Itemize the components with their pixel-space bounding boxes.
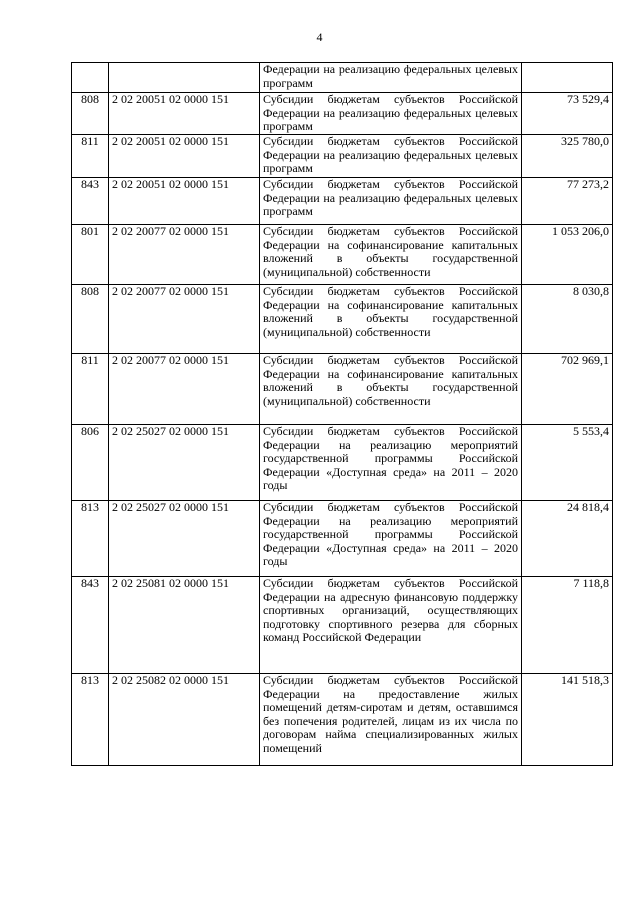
description-cell: Федерации на реализацию федеральных целевых программ <box>260 63 522 93</box>
admin-code-cell <box>72 63 109 93</box>
description-cell: Субсидии бюджетам субъектов Российской Федерации на адресную финансовую поддержку спортивных организаций, осуществляющих подготовку спортивного резерва для сборных команд Российской Федерации <box>260 577 522 674</box>
admin-code-cell: 808 <box>72 285 109 354</box>
table-row <box>72 135 613 178</box>
kbk-cell: 2 02 25081 02 0000 151 <box>109 577 260 674</box>
kbk-cell: 2 02 20077 02 0000 151 <box>109 225 260 285</box>
description-cell: Субсидии бюджетам субъектов Российской Федерации на предоставление жилых помещений детям-сиротам и детям, оставшимся без попечения родителей, лицам из их числа по договорам найма специализированных жилых помещений <box>260 674 522 766</box>
admin-code-cell: 843 <box>72 577 109 674</box>
admin-code-cell: 811 <box>72 135 109 178</box>
description-cell: Субсидии бюджетам субъектов Российской Федерации на софинансирование капитальных вложений в объекты государственной (муниципальной) собственности <box>260 354 522 425</box>
description-cell: Субсидии бюджетам субъектов Российской Федерации на реализацию федеральных целевых программ <box>260 178 522 225</box>
amount-cell: 73 529,4 <box>522 93 613 135</box>
amount-cell: 5 553,4 <box>522 425 613 501</box>
table-row <box>72 178 613 225</box>
kbk-cell: 2 02 25027 02 0000 151 <box>109 425 260 501</box>
amount-cell: 24 818,4 <box>522 501 613 577</box>
kbk-cell: 2 02 25027 02 0000 151 <box>109 501 260 577</box>
table-row <box>72 425 613 501</box>
amount-cell: 141 518,3 <box>522 674 613 766</box>
admin-code-cell: 813 <box>72 674 109 766</box>
admin-code-cell: 811 <box>72 354 109 425</box>
kbk-cell <box>109 63 260 93</box>
amount-cell: 325 780,0 <box>522 135 613 178</box>
table-row <box>72 93 613 135</box>
budget-table <box>71 62 613 766</box>
admin-code-cell: 801 <box>72 225 109 285</box>
table-row <box>72 63 613 93</box>
kbk-cell: 2 02 20077 02 0000 151 <box>109 285 260 354</box>
table-row <box>72 225 613 285</box>
kbk-cell: 2 02 25082 02 0000 151 <box>109 674 260 766</box>
table-row <box>72 674 613 766</box>
description-cell: Субсидии бюджетам субъектов Российской Федерации на софинансирование капитальных вложений в объекты государственной (муниципальной) собственности <box>260 285 522 354</box>
description-cell: Субсидии бюджетам субъектов Российской Федерации на реализацию федеральных целевых программ <box>260 135 522 178</box>
kbk-cell: 2 02 20077 02 0000 151 <box>109 354 260 425</box>
amount-cell: 702 969,1 <box>522 354 613 425</box>
admin-code-cell: 806 <box>72 425 109 501</box>
table-row <box>72 501 613 577</box>
amount-cell: 7 118,8 <box>522 577 613 674</box>
description-cell: Субсидии бюджетам субъектов Российской Федерации на реализацию мероприятий государственной программы Российской Федерации «Доступная среда» на 2011 – 2020 годы <box>260 501 522 577</box>
table-row <box>72 285 613 354</box>
amount-cell <box>522 63 613 93</box>
table-row <box>72 354 613 425</box>
kbk-cell: 2 02 20051 02 0000 151 <box>109 93 260 135</box>
amount-cell: 1 053 206,0 <box>522 225 613 285</box>
kbk-cell: 2 02 20051 02 0000 151 <box>109 178 260 225</box>
description-cell: Субсидии бюджетам субъектов Российской Федерации на софинансирование капитальных вложений в объекты государственной (муниципальной) собственности <box>260 225 522 285</box>
admin-code-cell: 808 <box>72 93 109 135</box>
amount-cell: 8 030,8 <box>522 285 613 354</box>
table-row <box>72 577 613 674</box>
page-number: 4 <box>316 30 323 44</box>
admin-code-cell: 813 <box>72 501 109 577</box>
admin-code-cell: 843 <box>72 178 109 225</box>
description-cell: Субсидии бюджетам субъектов Российской Федерации на реализацию федеральных целевых программ <box>260 93 522 135</box>
description-cell: Субсидии бюджетам субъектов Российской Федерации на реализацию мероприятий государственной программы Российской Федерации «Доступная среда» на 2011 – 2020 годы <box>260 425 522 501</box>
kbk-cell: 2 02 20051 02 0000 151 <box>109 135 260 178</box>
amount-cell: 77 273,2 <box>522 178 613 225</box>
